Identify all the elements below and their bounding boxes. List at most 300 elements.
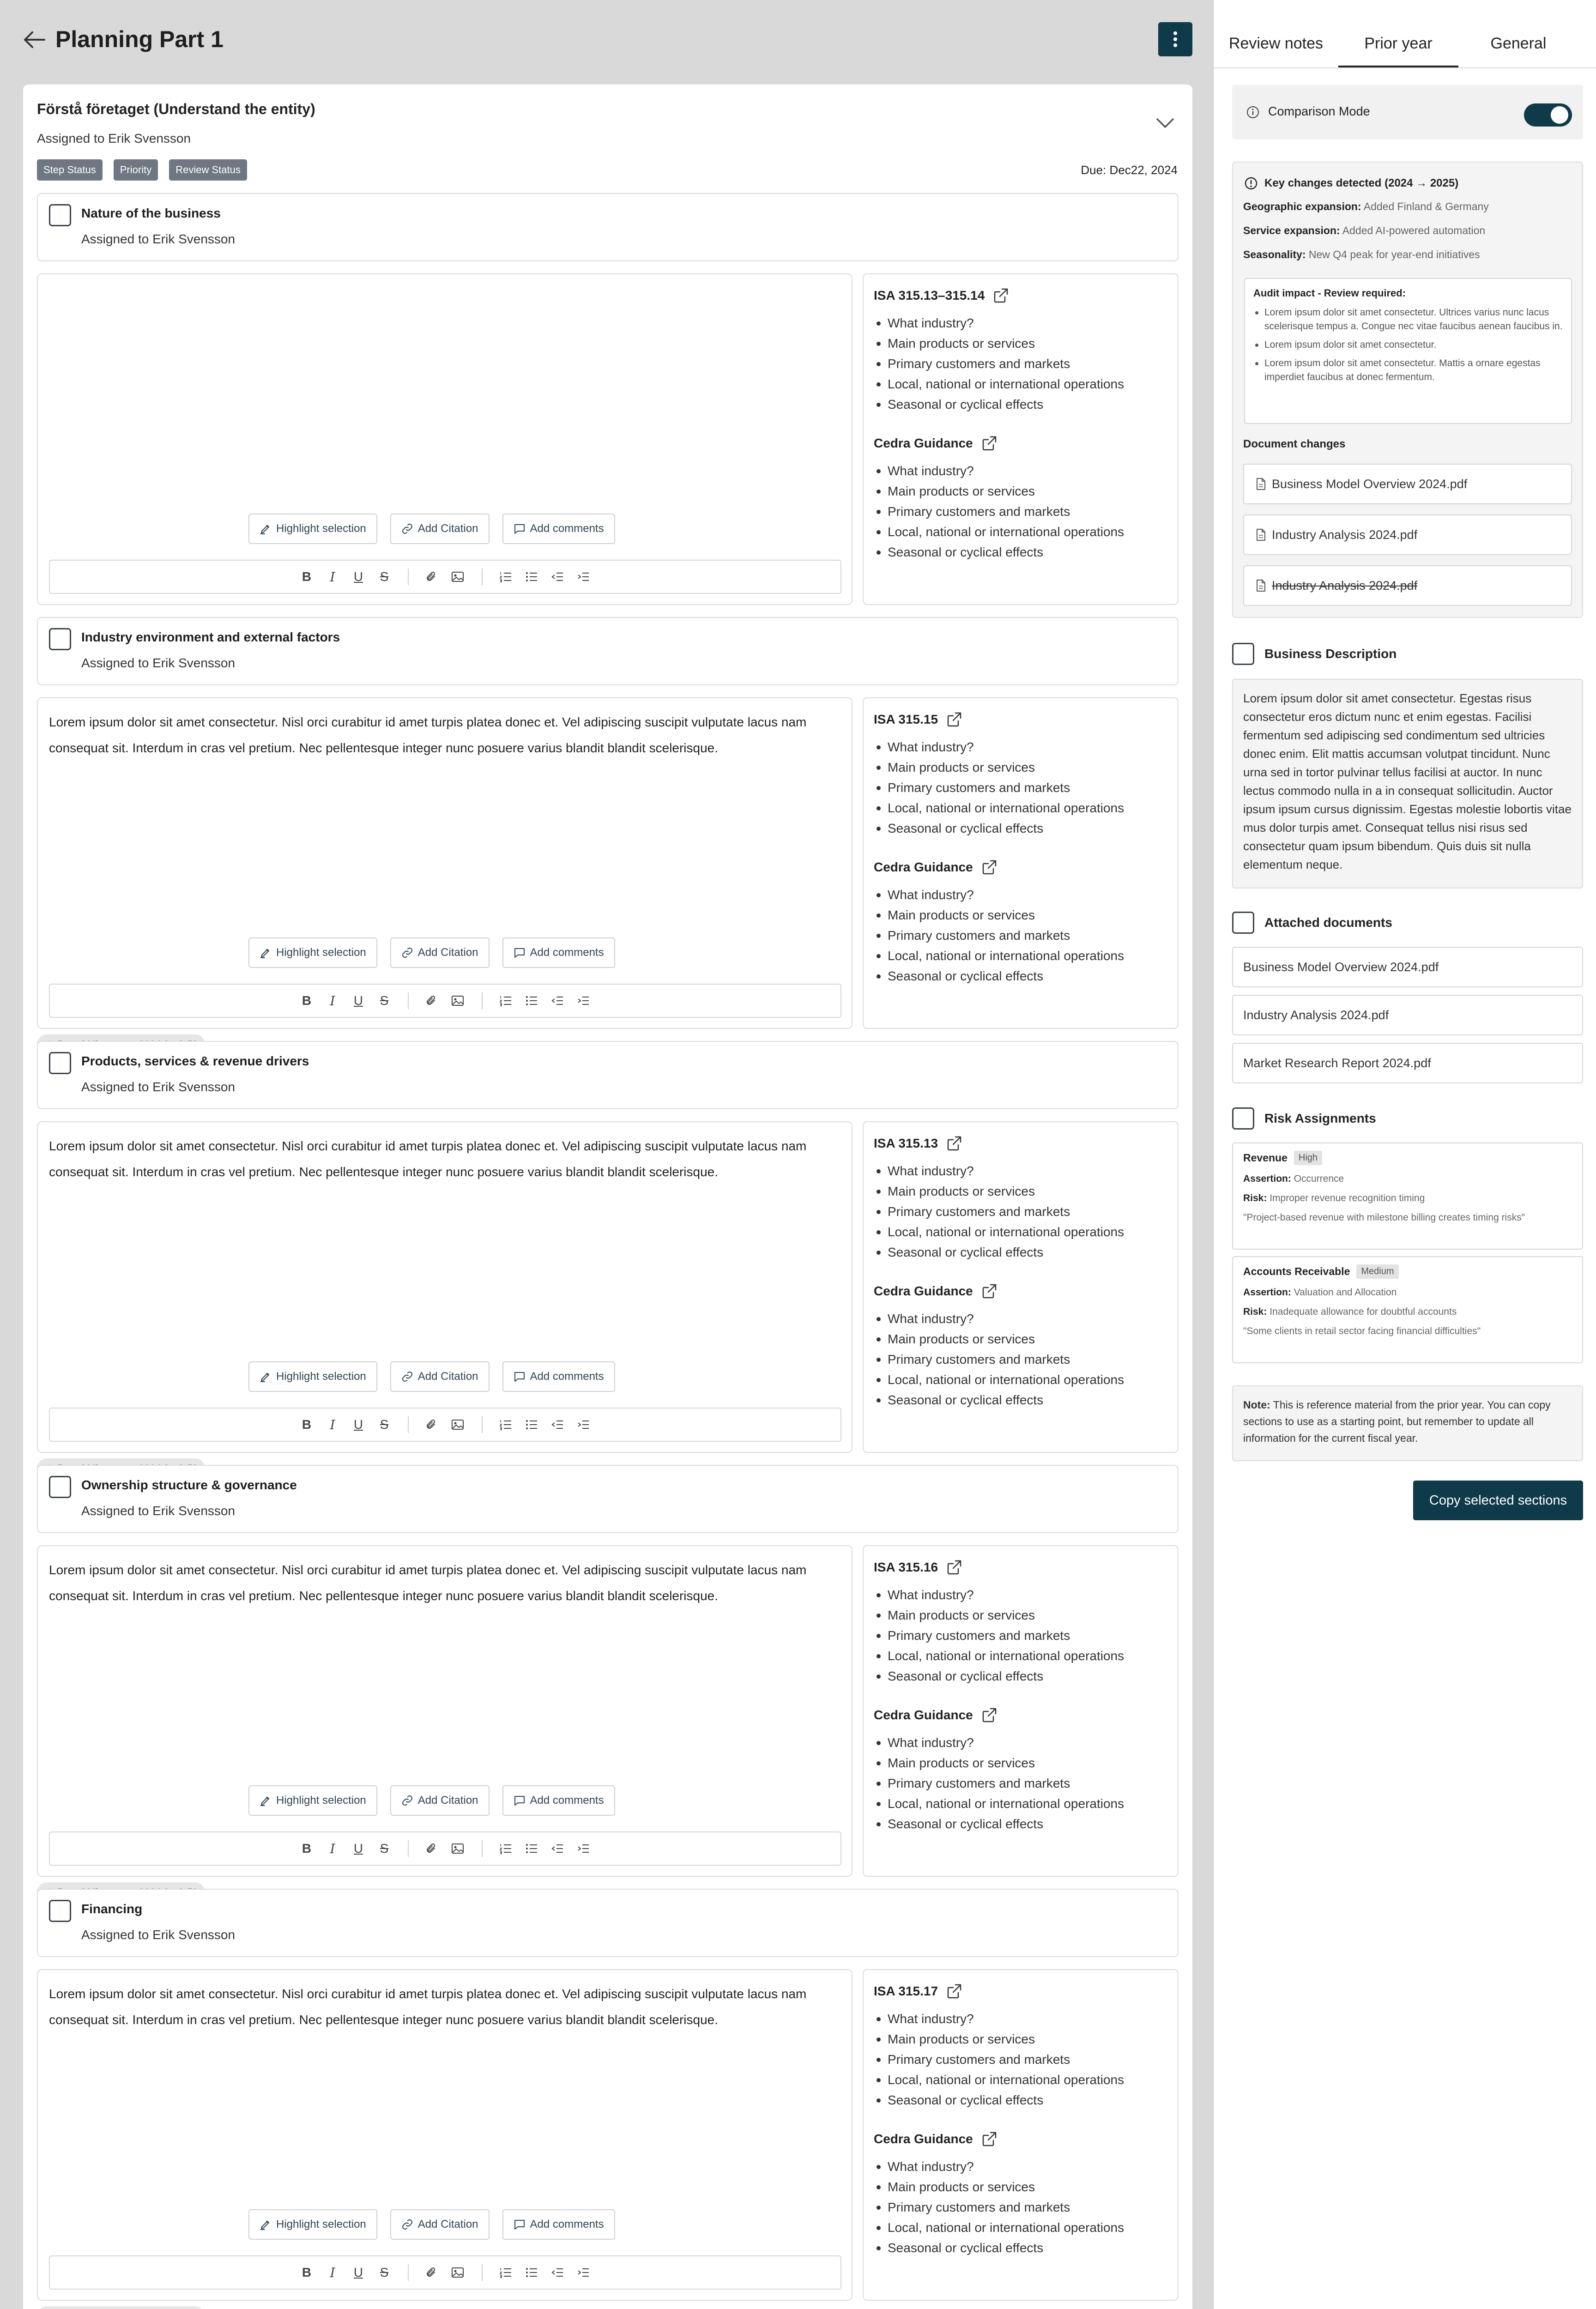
underline-icon[interactable]: U xyxy=(353,1417,363,1432)
guidance-item: Primary customers and markets xyxy=(874,354,1167,374)
guidance-item: Main products or services xyxy=(874,2029,1167,2049)
document-icon xyxy=(1255,528,1266,541)
guidance-item: Main products or services xyxy=(874,757,1167,778)
attachment-icon[interactable] xyxy=(425,1842,439,1855)
indent-icon[interactable] xyxy=(577,1843,591,1854)
business-description-checkbox[interactable] xyxy=(1232,643,1254,665)
external-link-icon[interactable] xyxy=(981,1283,997,1299)
image-icon[interactable] xyxy=(451,995,465,1007)
numbered-list-icon[interactable] xyxy=(499,2267,513,2278)
tab-general[interactable]: General xyxy=(1490,35,1547,52)
outdent-icon[interactable] xyxy=(551,1843,565,1854)
section-editor[interactable] xyxy=(37,273,852,605)
toolbar-divider xyxy=(482,568,483,585)
guidance-panel xyxy=(863,1969,1179,2301)
guidance-item: Local, national or international operations xyxy=(874,946,1167,966)
outdent-icon[interactable] xyxy=(551,1419,565,1430)
image-icon[interactable] xyxy=(451,571,465,583)
comment-icon xyxy=(514,1795,526,1807)
audit-impact-box xyxy=(1244,278,1572,424)
guidance-item: Local, national or international operations xyxy=(874,1794,1167,1814)
risk-assignments-title: Risk Assignments xyxy=(1264,1111,1376,1125)
indent-icon[interactable] xyxy=(577,1419,591,1430)
comments-label: Add comments xyxy=(530,1370,604,1383)
guidance-item: Main products or services xyxy=(874,1181,1167,1202)
highlighter-icon xyxy=(260,947,272,959)
note-label: Note: xyxy=(1243,1399,1270,1411)
image-icon[interactable] xyxy=(451,2267,465,2279)
guidance-item: Main products or services xyxy=(874,1329,1167,1349)
guidance-item: Primary customers and markets xyxy=(874,2197,1167,2218)
risk-quote: "Some clients in retail sector facing financial difficulties" xyxy=(1243,1326,1481,1336)
guidance-panel xyxy=(863,1121,1179,1453)
indent-icon[interactable] xyxy=(577,995,591,1006)
toolbar-divider xyxy=(408,568,409,585)
citation-label: Add Citation xyxy=(417,946,478,959)
guidance-item: Primary customers and markets xyxy=(874,1773,1167,1794)
side-panel xyxy=(1213,0,1596,2309)
external-link-icon[interactable] xyxy=(946,1983,962,1999)
isa-guidance-list xyxy=(874,1585,1167,1686)
toolbar-divider xyxy=(408,992,409,1009)
due-date: Due: Dec22, 2024 xyxy=(1081,163,1178,177)
outdent-icon[interactable] xyxy=(551,571,565,582)
change-row xyxy=(1243,248,1480,261)
guidance-item: Main products or services xyxy=(874,481,1167,502)
risk-assignments-checkbox[interactable] xyxy=(1232,1107,1254,1130)
key-changes-panel xyxy=(1232,162,1583,618)
add-citation-button[interactable] xyxy=(390,2209,490,2240)
indent-icon[interactable] xyxy=(577,2267,591,2278)
change-label: Seasonality: xyxy=(1243,248,1306,260)
citation-chip[interactable] xyxy=(37,2306,205,2309)
link-icon xyxy=(401,1795,413,1807)
underline-icon[interactable]: U xyxy=(353,2265,363,2279)
section-header xyxy=(37,617,1179,685)
document-icon xyxy=(1255,478,1266,490)
add-comments-button[interactable] xyxy=(502,937,615,968)
isa-reference: ISA 315.16 xyxy=(874,1560,938,1574)
section-editor[interactable] xyxy=(37,1545,852,1877)
guidance-item: Primary customers and markets xyxy=(874,1349,1167,1370)
external-link-icon[interactable] xyxy=(993,288,1009,303)
underline-icon[interactable]: U xyxy=(353,993,363,1008)
risk-level-badge: High xyxy=(1294,1151,1322,1165)
guidance-item: Seasonal or cyclical effects xyxy=(874,1242,1167,1263)
attached-documents-title: Attached documents xyxy=(1264,915,1392,930)
external-link-icon[interactable] xyxy=(981,859,997,875)
italic-icon[interactable]: I xyxy=(330,569,335,585)
change-label: Service expansion: xyxy=(1243,224,1340,236)
section-title: Nature of the business xyxy=(81,206,221,220)
step-status-badge[interactable]: Step Status xyxy=(37,159,103,181)
bold-icon[interactable]: B xyxy=(302,993,312,1008)
external-link-icon[interactable] xyxy=(981,435,997,451)
isa-reference: ISA 315.15 xyxy=(874,712,938,726)
prior-year-note xyxy=(1232,1385,1583,1461)
guidance-item: Local, national or international operations xyxy=(874,1222,1167,1242)
section-editor[interactable] xyxy=(37,697,852,1029)
cedra-guidance-label: Cedra Guidance xyxy=(874,2132,973,2146)
change-label: Geographic expansion: xyxy=(1243,200,1361,212)
citation-label: Add Citation xyxy=(417,1794,478,1807)
cedra-guidance-label: Cedra Guidance xyxy=(874,1284,973,1298)
editor-text[interactable]: Lorem ipsum dolor sit amet consectetur. Nisl orci curabitur id amet turpis platea donec et. Vel adipiscing suscipit vulputate lacus nam consequat sit. Interdum in cras vel pretium. Nec pellentesque integer nunc posuere varius blandit blandit scelerisque. xyxy=(49,715,807,755)
editor-text[interactable]: Lorem ipsum dolor sit amet consectetur. Nisl orci curabitur id amet turpis platea donec et. Vel adipiscing suscipit vulputate lacus nam consequat sit. Interdum in cras vel pretium. Nec pellentesque integer nunc posuere varius blandit blandit scelerisque. xyxy=(49,1139,807,1179)
highlight-selection-button[interactable] xyxy=(248,514,377,544)
guidance-item: Seasonal or cyclical effects xyxy=(874,966,1167,986)
numbered-list-icon[interactable] xyxy=(499,571,513,582)
comment-icon xyxy=(514,947,526,959)
cedra-guidance-list xyxy=(874,885,1167,986)
copy-selected-sections-button[interactable]: Copy selected sections xyxy=(1413,1481,1583,1520)
guidance-item: Local, national or international operations xyxy=(874,1370,1167,1390)
comment-icon xyxy=(514,523,526,535)
guidance-item: What industry? xyxy=(874,2009,1167,2029)
audit-impact-title: Audit impact - Review required: xyxy=(1253,287,1406,299)
review-status-badge[interactable]: Review Status xyxy=(169,159,247,181)
toolbar-divider xyxy=(482,1416,483,1433)
link-icon xyxy=(401,2218,413,2230)
guidance-item: What industry? xyxy=(874,461,1167,481)
highlighter-icon xyxy=(260,2218,272,2230)
underline-icon[interactable]: U xyxy=(353,569,363,584)
bold-icon[interactable]: B xyxy=(302,569,312,584)
formatting-toolbar xyxy=(49,1408,841,1442)
document-name: Industry Analysis 2024.pdf xyxy=(1272,527,1418,542)
toolbar-divider xyxy=(408,1840,409,1857)
document-change-item[interactable] xyxy=(1243,464,1572,504)
more-options-button[interactable] xyxy=(1158,22,1192,56)
guidance-panel xyxy=(863,1545,1179,1877)
comparison-mode-toggle[interactable] xyxy=(1524,103,1572,127)
cedra-guidance-heading[interactable] xyxy=(874,854,1167,880)
add-citation-button[interactable] xyxy=(390,1361,490,1392)
editor-text[interactable]: Lorem ipsum dolor sit amet consectetur. Nisl orci curabitur id amet turpis platea donec et. Vel adipiscing suscipit vulputate lacus nam consequat sit. Interdum in cras vel pretium. Nec pellentesque integer nunc posuere varius blandit blandit scelerisque. xyxy=(49,1563,807,1603)
highlight-selection-button[interactable] xyxy=(248,937,377,968)
audit-impact-list xyxy=(1253,306,1563,384)
guidance-item: Seasonal or cyclical effects xyxy=(874,1666,1167,1686)
tab-review-notes[interactable]: Review notes xyxy=(1228,35,1324,52)
section-header xyxy=(37,1889,1179,1957)
risk-name: Revenue xyxy=(1243,1152,1288,1164)
formatting-toolbar xyxy=(49,560,841,594)
add-citation-button[interactable] xyxy=(390,514,490,544)
risk-assignments-header xyxy=(1232,1107,1376,1130)
numbered-list-icon[interactable] xyxy=(499,995,513,1006)
back-arrow-icon[interactable] xyxy=(22,30,46,50)
cedra-guidance-list xyxy=(874,1733,1167,1834)
toolbar-divider xyxy=(408,2264,409,2281)
guidance-item: What industry? xyxy=(874,885,1167,905)
strikethrough-icon[interactable]: S xyxy=(380,1417,389,1432)
bullet-list-icon[interactable] xyxy=(525,571,539,582)
add-citation-button[interactable] xyxy=(390,937,490,968)
step-assignee: Assigned to Erik Svensson xyxy=(37,131,191,145)
risk-card xyxy=(1232,1256,1583,1363)
highlight-label: Highlight selection xyxy=(276,1794,366,1807)
impact-item: Lorem ipsum dolor sit amet consectetur. Ultrices varius nunc lacus scelerisque tempus a. Congue nec vitae faucibus aenean faucibus in. xyxy=(1253,306,1563,333)
isa-guidance-list xyxy=(874,737,1167,839)
section-editor[interactable] xyxy=(37,1121,852,1453)
section-header xyxy=(37,193,1179,261)
bold-icon[interactable]: B xyxy=(302,1841,312,1856)
citation-label: Add Citation xyxy=(417,1370,478,1383)
section-header xyxy=(37,1465,1179,1533)
chevron-down-icon[interactable] xyxy=(1155,115,1176,131)
guidance-item: What industry? xyxy=(874,2157,1167,2177)
bold-icon[interactable]: B xyxy=(302,1417,312,1432)
strikethrough-icon[interactable]: S xyxy=(380,993,389,1008)
highlight-label: Highlight selection xyxy=(276,522,366,535)
business-description-title: Business Description xyxy=(1264,647,1397,661)
comment-icon xyxy=(514,2218,526,2230)
external-link-icon[interactable] xyxy=(981,1707,997,1723)
isa-guidance-list xyxy=(874,313,1167,415)
key-changes-heading xyxy=(1244,176,1458,190)
image-icon[interactable] xyxy=(451,1843,465,1855)
add-comments-button[interactable] xyxy=(502,1361,615,1392)
attached-document[interactable]: Industry Analysis 2024.pdf xyxy=(1232,995,1583,1035)
comparison-mode-row xyxy=(1232,85,1583,139)
guidance-item: Seasonal or cyclical effects xyxy=(874,542,1167,562)
key-changes-title: Key changes detected (2024 → 2025) xyxy=(1264,177,1459,189)
comparison-mode-label: Comparison Mode xyxy=(1268,104,1370,118)
guidance-item: What industry? xyxy=(874,1161,1167,1181)
risk-value: Inadequate allowance for doubtful accounts xyxy=(1270,1306,1457,1317)
toggle-knob xyxy=(1551,106,1568,124)
section-assignee: Assigned to Erik Svensson xyxy=(81,656,236,670)
attached-document[interactable]: Market Research Report 2024.pdf xyxy=(1232,1043,1583,1083)
editor-actions xyxy=(248,1361,615,1392)
document-change-item-removed[interactable] xyxy=(1243,565,1572,606)
guidance-item: Primary customers and markets xyxy=(874,2049,1167,2070)
section-checkbox[interactable] xyxy=(49,1900,71,1922)
isa-reference-heading[interactable] xyxy=(874,283,1167,308)
attachment-icon[interactable] xyxy=(425,570,439,583)
guidance-item: Primary customers and markets xyxy=(874,1626,1167,1646)
highlight-selection-button[interactable] xyxy=(248,2209,377,2240)
impact-item: Lorem ipsum dolor sit amet consectetur. Mattis a ornare egestas imperdiet faucibus at donec fermentum. xyxy=(1253,357,1563,384)
cedra-guidance-heading[interactable] xyxy=(874,2126,1167,2152)
toolbar-divider xyxy=(482,1840,483,1857)
bullet-list-icon[interactable] xyxy=(525,1843,539,1854)
italic-icon[interactable]: I xyxy=(330,2265,335,2280)
isa-reference-heading[interactable] xyxy=(874,1554,1167,1580)
section-assignee: Assigned to Erik Svensson xyxy=(81,1504,236,1518)
highlighter-icon xyxy=(260,523,272,535)
add-comments-button[interactable] xyxy=(502,1785,615,1816)
comment-icon xyxy=(514,1371,526,1383)
guidance-item: Primary customers and markets xyxy=(874,1202,1167,1222)
isa-reference-heading[interactable] xyxy=(874,707,1167,732)
guidance-item: Local, national or international operations xyxy=(874,374,1167,394)
business-description-text: Lorem ipsum dolor sit amet consectetur. Egestas risus consectetur eros dictum nunc et enim egestas. Facilisi fermentum sed adipiscing sed condimentum sed ultricies donec enim. Elit mattis accumsan volutpat tincidunt. Nunc urna sed in tortor pulvinar tellus facilisi at auctor. In nunc lectus commodo nulla in a in consequat sollicitudin. Auctor ipsum ipsum cursus dignissim. Egestas molestie lobortis vitae mus dolor turpis amet. Consequat tellus nisi risus sed consectetur quam ipsum bibendum. Quis duis sit nulla elementum neque. xyxy=(1232,679,1583,889)
status-tags xyxy=(37,159,247,181)
bold-icon[interactable]: B xyxy=(302,2265,312,2279)
italic-icon[interactable]: I xyxy=(330,1417,335,1433)
section-header xyxy=(37,1041,1179,1109)
section-editor[interactable] xyxy=(37,1969,852,2301)
isa-reference: ISA 315.13–315.14 xyxy=(874,288,985,302)
indent-icon[interactable] xyxy=(577,571,591,582)
risk-card xyxy=(1232,1142,1583,1250)
assertion-label: Assertion: xyxy=(1243,1287,1291,1298)
attachment-icon[interactable] xyxy=(425,2266,439,2279)
guidance-item: Primary customers and markets xyxy=(874,502,1167,522)
section-assignee: Assigned to Erik Svensson xyxy=(81,1080,236,1094)
section-title: Products, services & revenue drivers xyxy=(81,1054,309,1068)
risk-quote: "Project-based revenue with milestone billing creates timing risks" xyxy=(1243,1212,1525,1223)
risk-label: Risk: xyxy=(1243,1193,1267,1203)
document-change-item[interactable] xyxy=(1243,514,1572,555)
page-title: Planning Part 1 xyxy=(55,26,224,52)
external-link-icon[interactable] xyxy=(946,712,962,727)
section-checkbox[interactable] xyxy=(49,1052,71,1074)
isa-guidance-list xyxy=(874,2009,1167,2110)
formatting-toolbar xyxy=(49,2255,841,2290)
section-assignee: Assigned to Erik Svensson xyxy=(81,1928,236,1942)
highlight-label: Highlight selection xyxy=(276,2218,366,2230)
guidance-item: Main products or services xyxy=(874,1605,1167,1626)
alert-circle-icon xyxy=(1244,176,1258,190)
guidance-item: Seasonal or cyclical effects xyxy=(874,2090,1167,2110)
business-description-header xyxy=(1232,643,1396,665)
bullet-list-icon[interactable] xyxy=(525,995,539,1006)
add-citation-button[interactable] xyxy=(390,1785,490,1816)
assertion-value: Valuation and Allocation xyxy=(1294,1287,1397,1298)
outdent-icon[interactable] xyxy=(551,995,565,1006)
priority-badge[interactable]: Priority xyxy=(114,159,158,181)
document-name: Business Model Overview 2024.pdf xyxy=(1272,477,1468,491)
external-link-icon[interactable] xyxy=(981,2131,997,2147)
comments-label: Add comments xyxy=(530,2218,604,2230)
guidance-item: Seasonal or cyclical effects xyxy=(874,818,1167,839)
cedra-guidance-list xyxy=(874,461,1167,562)
numbered-list-icon[interactable] xyxy=(499,1419,513,1430)
risk-level-badge: Medium xyxy=(1356,1264,1398,1279)
guidance-item: Local, national or international operations xyxy=(874,2070,1167,2090)
assertion-value: Occurrence xyxy=(1294,1173,1344,1184)
guidance-item: Main products or services xyxy=(874,2177,1167,2197)
section-checkbox[interactable] xyxy=(49,204,71,226)
add-comments-button[interactable] xyxy=(502,2209,615,2240)
strikethrough-icon[interactable]: S xyxy=(380,569,389,584)
guidance-item: Local, national or international operations xyxy=(874,522,1167,542)
guidance-item: What industry? xyxy=(874,1309,1167,1329)
guidance-item: What industry? xyxy=(874,1585,1167,1605)
italic-icon[interactable]: I xyxy=(330,993,335,1009)
highlight-label: Highlight selection xyxy=(276,946,366,959)
cedra-guidance-label: Cedra Guidance xyxy=(874,1708,973,1722)
section-title: Ownership structure & governance xyxy=(81,1478,297,1492)
tab-prior-year[interactable]: Prior year xyxy=(1338,29,1458,67)
guidance-item: Local, national or international operations xyxy=(874,798,1167,818)
assertion-label: Assertion: xyxy=(1243,1173,1291,1184)
risk-value: Improper revenue recognition timing xyxy=(1270,1193,1425,1203)
document-name: Industry Analysis 2024.pdf xyxy=(1272,578,1418,592)
guidance-item: Seasonal or cyclical effects xyxy=(874,1814,1167,1834)
guidance-panel xyxy=(863,697,1179,1029)
bullet-list-icon[interactable] xyxy=(525,1419,539,1430)
isa-reference: ISA 315.17 xyxy=(874,1984,938,1998)
strikethrough-icon[interactable]: S xyxy=(380,1841,389,1856)
note-text: This is reference material from the prior year. You can copy sections to use as a starting point, but remember to update all information for the current fiscal year. xyxy=(1243,1399,1551,1444)
isa-guidance-list xyxy=(874,1161,1167,1263)
document-icon xyxy=(1255,579,1266,592)
guidance-item: Main products or services xyxy=(874,333,1167,354)
guidance-item: Primary customers and markets xyxy=(874,778,1167,798)
guidance-item: Seasonal or cyclical effects xyxy=(874,394,1167,415)
link-icon xyxy=(401,947,413,959)
italic-icon[interactable]: I xyxy=(330,1841,335,1856)
bullet-list-icon[interactable] xyxy=(525,2267,539,2278)
editor-actions xyxy=(248,1785,615,1816)
attachment-icon[interactable] xyxy=(425,994,439,1007)
change-value: Added AI-powered automation xyxy=(1342,224,1486,236)
underline-icon[interactable]: U xyxy=(353,1841,363,1856)
strikethrough-icon[interactable]: S xyxy=(380,2265,389,2279)
guidance-item: Primary customers and markets xyxy=(874,925,1167,946)
isa-reference-heading[interactable] xyxy=(874,1978,1167,2004)
highlight-label: Highlight selection xyxy=(276,1370,366,1383)
document-changes-title: Document changes xyxy=(1243,438,1346,450)
attached-documents-checkbox[interactable] xyxy=(1232,912,1254,934)
cedra-guidance-heading[interactable] xyxy=(874,430,1167,456)
highlight-selection-button[interactable] xyxy=(248,1361,377,1392)
cedra-guidance-heading[interactable] xyxy=(874,1278,1167,1304)
section-checkbox[interactable] xyxy=(49,1476,71,1498)
highlighter-icon xyxy=(260,1371,272,1383)
guidance-item: What industry? xyxy=(874,313,1167,333)
guidance-item: Local, national or international operations xyxy=(874,2218,1167,2238)
attached-documents-header xyxy=(1232,912,1392,934)
info-icon xyxy=(1246,105,1260,119)
image-icon[interactable] xyxy=(451,1419,465,1431)
guidance-item: What industry? xyxy=(874,737,1167,757)
section-checkbox[interactable] xyxy=(49,628,71,650)
guidance-item: What industry? xyxy=(874,1733,1167,1753)
section-title: Financing xyxy=(81,1902,143,1916)
add-comments-button[interactable] xyxy=(502,514,615,544)
isa-reference: ISA 315.13 xyxy=(874,1136,938,1150)
guidance-item: Seasonal or cyclical effects xyxy=(874,2238,1167,2258)
external-link-icon[interactable] xyxy=(946,1136,962,1151)
editor-text[interactable]: Lorem ipsum dolor sit amet consectetur. Nisl orci curabitur id amet turpis platea donec et. Vel adipiscing suscipit vulputate lacus nam consequat sit. Interdum in cras vel pretium. Nec pellentesque integer nunc posuere varius blandit blandit scelerisque. xyxy=(49,1987,807,2027)
attached-document[interactable]: Business Model Overview 2024.pdf xyxy=(1232,947,1583,987)
cedra-guidance-list xyxy=(874,1309,1167,1410)
highlight-selection-button[interactable] xyxy=(248,1785,377,1816)
editor-actions xyxy=(248,514,615,544)
outdent-icon[interactable] xyxy=(551,2267,565,2278)
guidance-item: Main products or services xyxy=(874,1753,1167,1773)
toolbar-divider xyxy=(482,2264,483,2281)
attachment-icon[interactable] xyxy=(425,1418,439,1431)
toolbar-divider xyxy=(408,1416,409,1433)
citation-label: Add Citation xyxy=(417,2218,478,2230)
numbered-list-icon[interactable] xyxy=(499,1843,513,1854)
cedra-guidance-heading[interactable] xyxy=(874,1702,1167,1728)
risk-label: Risk: xyxy=(1243,1306,1267,1317)
external-link-icon[interactable] xyxy=(946,1559,962,1575)
formatting-toolbar xyxy=(49,1831,841,1866)
formatting-toolbar xyxy=(49,984,841,1018)
isa-reference-heading[interactable] xyxy=(874,1130,1167,1156)
link-icon xyxy=(401,1371,413,1383)
link-icon xyxy=(401,523,413,535)
guidance-item: Main products or services xyxy=(874,905,1167,925)
cedra-guidance-list xyxy=(874,2157,1167,2258)
